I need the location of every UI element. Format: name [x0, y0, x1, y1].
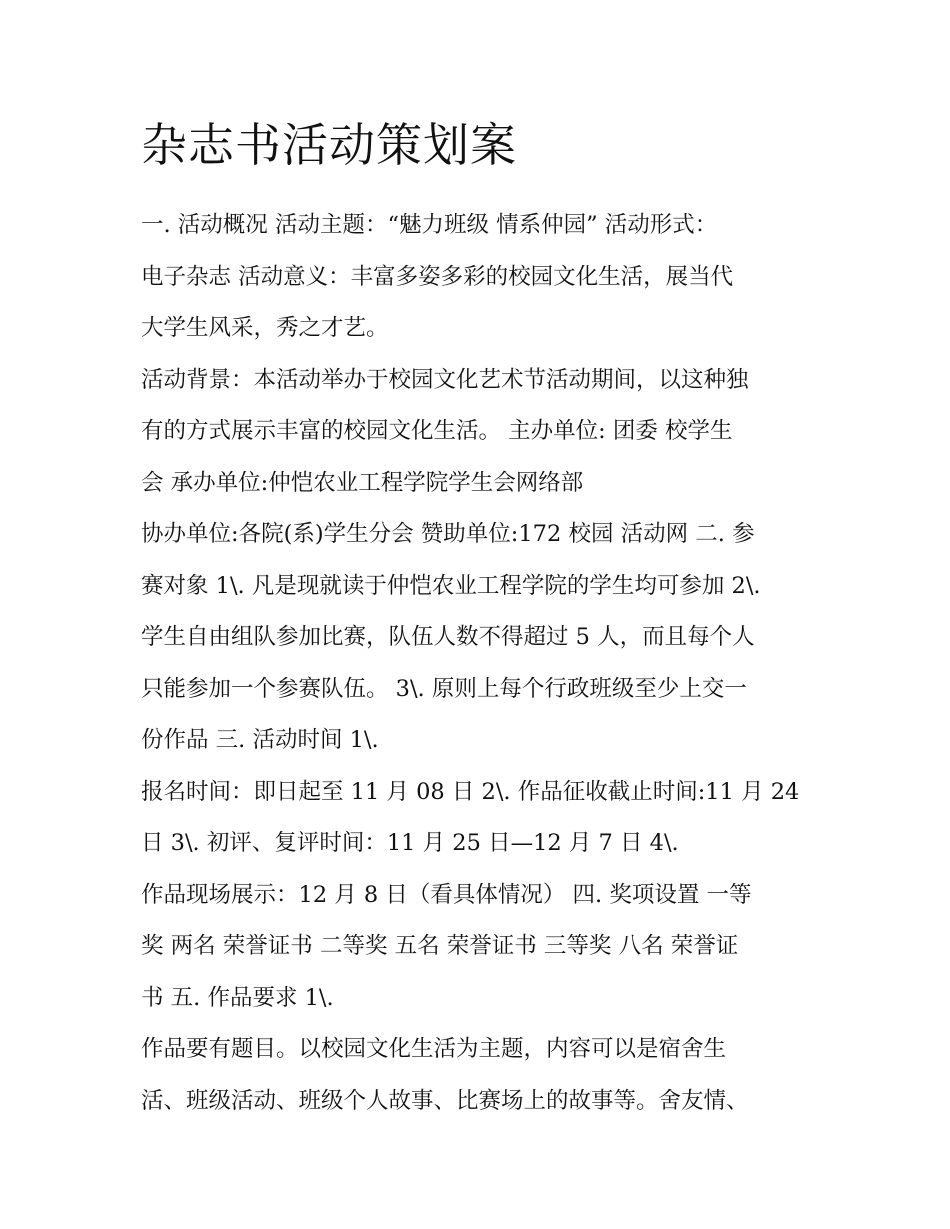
body-line: 会 承办单位:仲恺农业工程学院学生会网络部 — [141, 469, 584, 496]
body-line: 报名时间：即日起至 11 月 08 日 2\. 作品征收截止时间:11 月 24 — [141, 778, 800, 805]
body-line: 作品现场展示：12 月 8 日（看具体情况） 四. 奖项设置 一等 — [141, 881, 752, 908]
body-line: 电子杂志 活动意义：丰富多姿多彩的校园文化生活，展当代 — [141, 263, 734, 290]
body-line: 作品要有题目。以校园文化生活为主题，内容可以是宿舍生 — [141, 1036, 727, 1062]
body-line: 活动背景：本活动举办于校园文化艺术节活动期间，以这种独 — [141, 366, 749, 393]
body-line: 赛对象 1\. 凡是现就读于仲恺农业工程学院的学生均可参加 2\. — [141, 572, 761, 599]
body-line: 一. 活动概况 活动主题：“魅力班级 情系仲园” 活动形式： — [141, 212, 718, 238]
body-line: 有的方式展示丰富的校园文化生活。 主办单位: 团委 校学生 — [141, 418, 733, 444]
body-line: 大学生风采，秀之才艺。 — [141, 315, 389, 341]
body-line: 只能参加一个参赛队伍。 3\. 原则上每个行政班级至少上交一 — [141, 675, 747, 702]
document-body — [141, 200, 841, 1127]
body-line: 份作品 三. 活动时间 1\. — [141, 727, 379, 753]
body-line: 学生自由组队参加比赛，队伍人数不得超过 5 人，而且每个人 — [141, 624, 755, 650]
body-line: 奖 两名 荣誉证书 二等奖 五名 荣誉证书 三等奖 八名 荣誉证 — [141, 933, 739, 959]
body-line: 日 3\. 初评、复评时间：11 月 25 日—12 月 7 日 4\. — [141, 830, 679, 856]
body-line: 书 五. 作品要求 1\. — [141, 984, 334, 1011]
body-line: 活、班级活动、班级个人故事、比赛场上的故事等。舍友情、 — [141, 1087, 749, 1114]
body-line: 协办单位:各院(系)学生分会 赞助单位:172 校园 活动网 二. 参 — [141, 521, 755, 547]
document-title: 杂志书活动策划案 — [141, 118, 517, 172]
